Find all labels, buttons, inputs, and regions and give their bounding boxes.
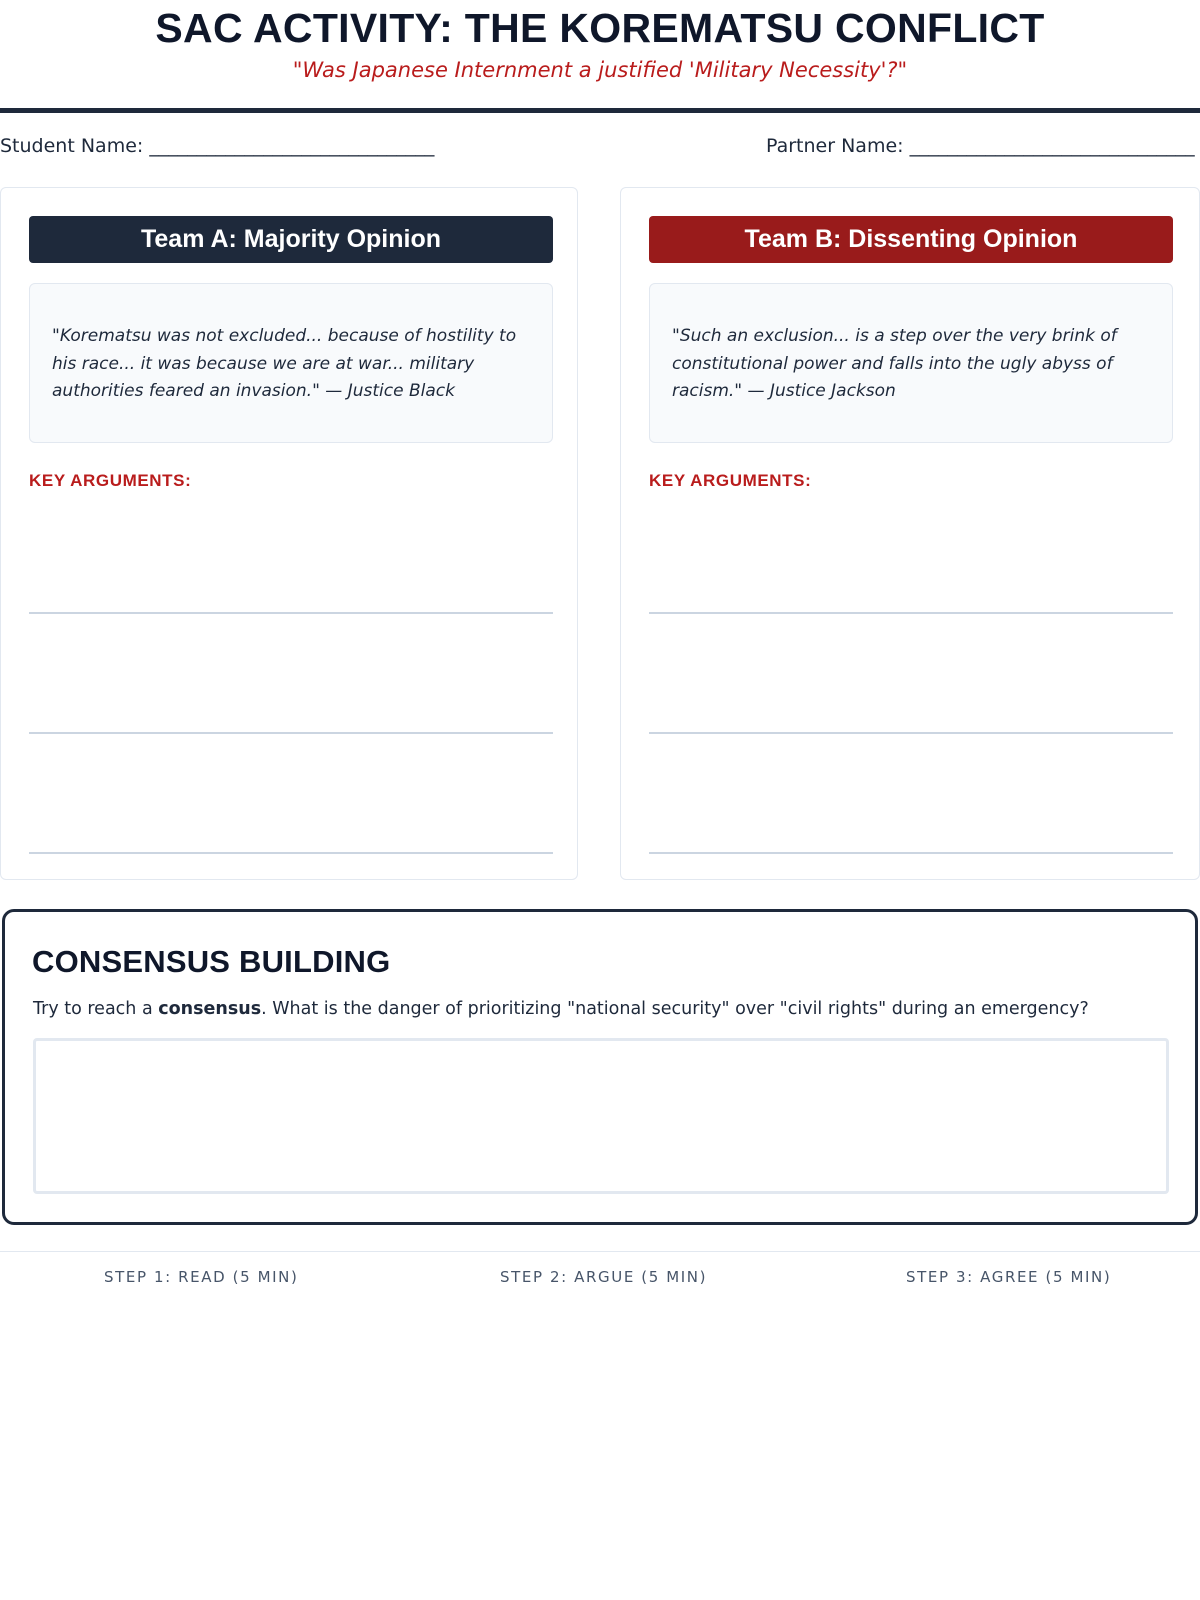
team-b-writing-line-1[interactable] — [649, 612, 1173, 614]
footer-divider — [0, 1251, 1200, 1252]
team-a-quote: "Korematsu was not excluded... because of hostility to his race... it was because we are at war... military authorities feared an invasion." — Justice Black — [29, 283, 553, 443]
team-b-heading: Team B: Dissenting Opinion — [649, 216, 1173, 263]
consensus-answer-box[interactable] — [33, 1038, 1169, 1194]
student-name-field[interactable]: Student Name: ______________________________ — [0, 135, 435, 157]
team-a-writing-line-1[interactable] — [29, 612, 553, 614]
team-a-panel — [0, 187, 578, 880]
step-2-label: STEP 2: ARGUE (5 MIN) — [500, 1268, 708, 1286]
team-a-key-arguments-label: KEY ARGUMENTS: — [29, 471, 192, 490]
team-b-panel — [620, 187, 1200, 880]
consensus-prompt — [33, 999, 1089, 1019]
consensus-title: CONSENSUS BUILDING — [32, 944, 391, 979]
consensus-prompt-after: . What is the danger of prioritizing "national security" over "civil rights" during an emergency? — [261, 999, 1089, 1019]
team-a-writing-line-3[interactable] — [29, 852, 553, 854]
consensus-prompt-bold: consensus — [158, 999, 262, 1019]
consensus-prompt-before: Try to reach a — [33, 999, 159, 1019]
team-b-writing-line-3[interactable] — [649, 852, 1173, 854]
consensus-section — [2, 909, 1198, 1225]
page-title: SAC ACTIVITY: THE KOREMATSU CONFLICT — [155, 5, 1045, 51]
page-header — [0, 0, 1200, 113]
team-b-quote: "Such an exclusion... is a step over the very brink of constitutional power and falls into the ugly abyss of racism." — Justice Jackson — [649, 283, 1173, 443]
page-subtitle: "Was Japanese Internment a justified 'Military Necessity'?" — [292, 58, 908, 82]
team-a-writing-line-2[interactable] — [29, 732, 553, 734]
team-a-heading: Team A: Majority Opinion — [29, 216, 553, 263]
team-b-key-arguments-label: KEY ARGUMENTS: — [649, 471, 812, 490]
team-b-writing-line-2[interactable] — [649, 732, 1173, 734]
step-1-label: STEP 1: READ (5 MIN) — [104, 1268, 299, 1286]
partner-name-field[interactable]: Partner Name: ______________________________ — [766, 135, 1195, 157]
step-3-label: STEP 3: AGREE (5 MIN) — [906, 1268, 1112, 1286]
